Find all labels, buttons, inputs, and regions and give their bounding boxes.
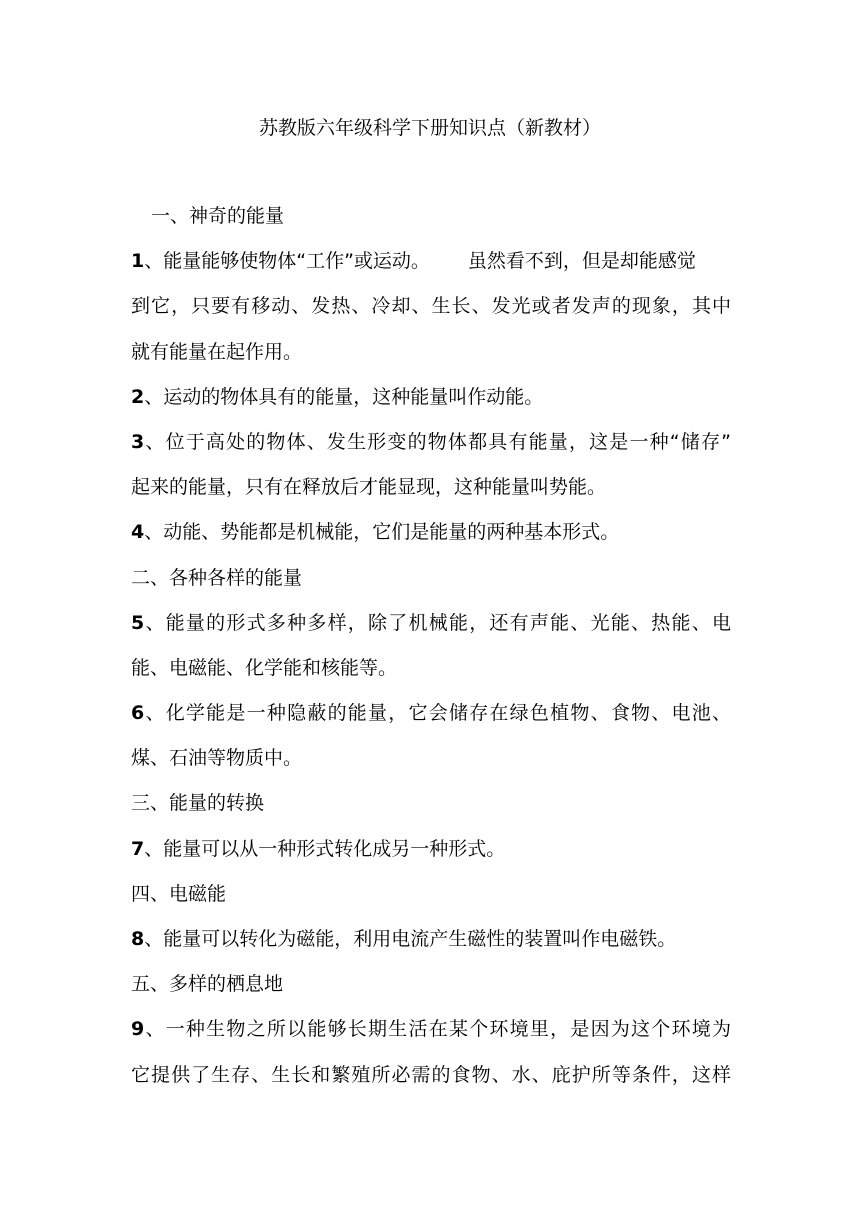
section-heading-4: 四、电磁能	[131, 882, 227, 905]
paragraph-2-line-1	[131, 382, 731, 412]
paragraph-1-line-1	[131, 246, 731, 276]
paragraph-3-line-1	[131, 427, 731, 457]
paragraph-1-line-2: 到它，只要有移动、发热、冷却、生长、发光或者发声的现象，其中	[131, 295, 731, 318]
item-number: 4	[131, 521, 145, 544]
paragraph-text: 、位于高处的物体、发生形变的物体都具有能量，这是一种“储存”	[144, 430, 731, 453]
item-number: 2	[131, 385, 145, 408]
paragraph-9-line-2: 它提供了生存、生长和繁殖所必需的食物、水、庇护所等条件，这样	[131, 1063, 731, 1086]
paragraph-9-line-1	[131, 1014, 731, 1044]
paragraph-text: 、一种生物之所以能够长期生活在某个环境里，是因为这个环境为	[144, 1018, 731, 1041]
paragraph-6-line-1	[131, 698, 731, 728]
item-number: 8	[131, 928, 145, 950]
paragraph-text: 、能量的形式多种多样，除了机械能，还有声能、光能、热能、电	[144, 611, 731, 634]
paragraph-text: 、动能、势能都是机械能，它们是能量的两种基本形式。	[144, 521, 620, 544]
document-title: 苏教版六年级科学下册知识点（新教材）	[258, 117, 601, 139]
item-number: 3	[131, 430, 145, 453]
item-number: 6	[131, 702, 145, 725]
paragraph-1-line-3: 就有能量在起作用。	[131, 340, 303, 363]
section-heading-3: 三、能量的转换	[131, 792, 265, 815]
paragraph-text: 、化学能是一种隐蔽的能量，它会储存在绿色植物、食物、电池、	[144, 702, 731, 725]
item-number: 7	[131, 837, 145, 860]
paragraph-text: 虽然看不到，但是却能感觉	[467, 250, 696, 273]
item-number: 1	[131, 250, 145, 273]
paragraph-5-line-2: 能、电磁能、化学能和核能等。	[131, 656, 398, 679]
paragraph-text: 、运动的物体具有的能量，这种能量叫作动能。	[144, 385, 544, 408]
item-number: 9	[131, 1018, 145, 1041]
document-body	[131, 201, 731, 1105]
paragraph-4-line-1	[131, 517, 731, 547]
item-number: 5	[131, 611, 145, 634]
paragraph-text: 、能量可以转化为磁能，利用电流产生磁性的装置叫作电磁铁。	[144, 928, 677, 950]
paragraph-text: 、能量可以从一种形式转化成另一种形式。	[144, 837, 506, 860]
paragraph-text: 、能量能够使物体“工作”或运动。	[144, 250, 430, 273]
paragraph-5-line-1	[131, 608, 731, 638]
paragraph-3-line-2: 起来的能量，只有在释放后才能显现，这种能量叫势能。	[131, 476, 607, 499]
section-heading-2: 二、各种各样的能量	[131, 566, 303, 589]
paragraph-7-line-1	[131, 834, 731, 864]
section-heading-5: 五、多样的栖息地	[131, 973, 284, 996]
section-heading-1: 一、神奇的能量	[151, 205, 285, 227]
paragraph-8-line-1	[131, 924, 731, 954]
paragraph-6-line-2: 煤、石油等物质中。	[131, 747, 303, 770]
